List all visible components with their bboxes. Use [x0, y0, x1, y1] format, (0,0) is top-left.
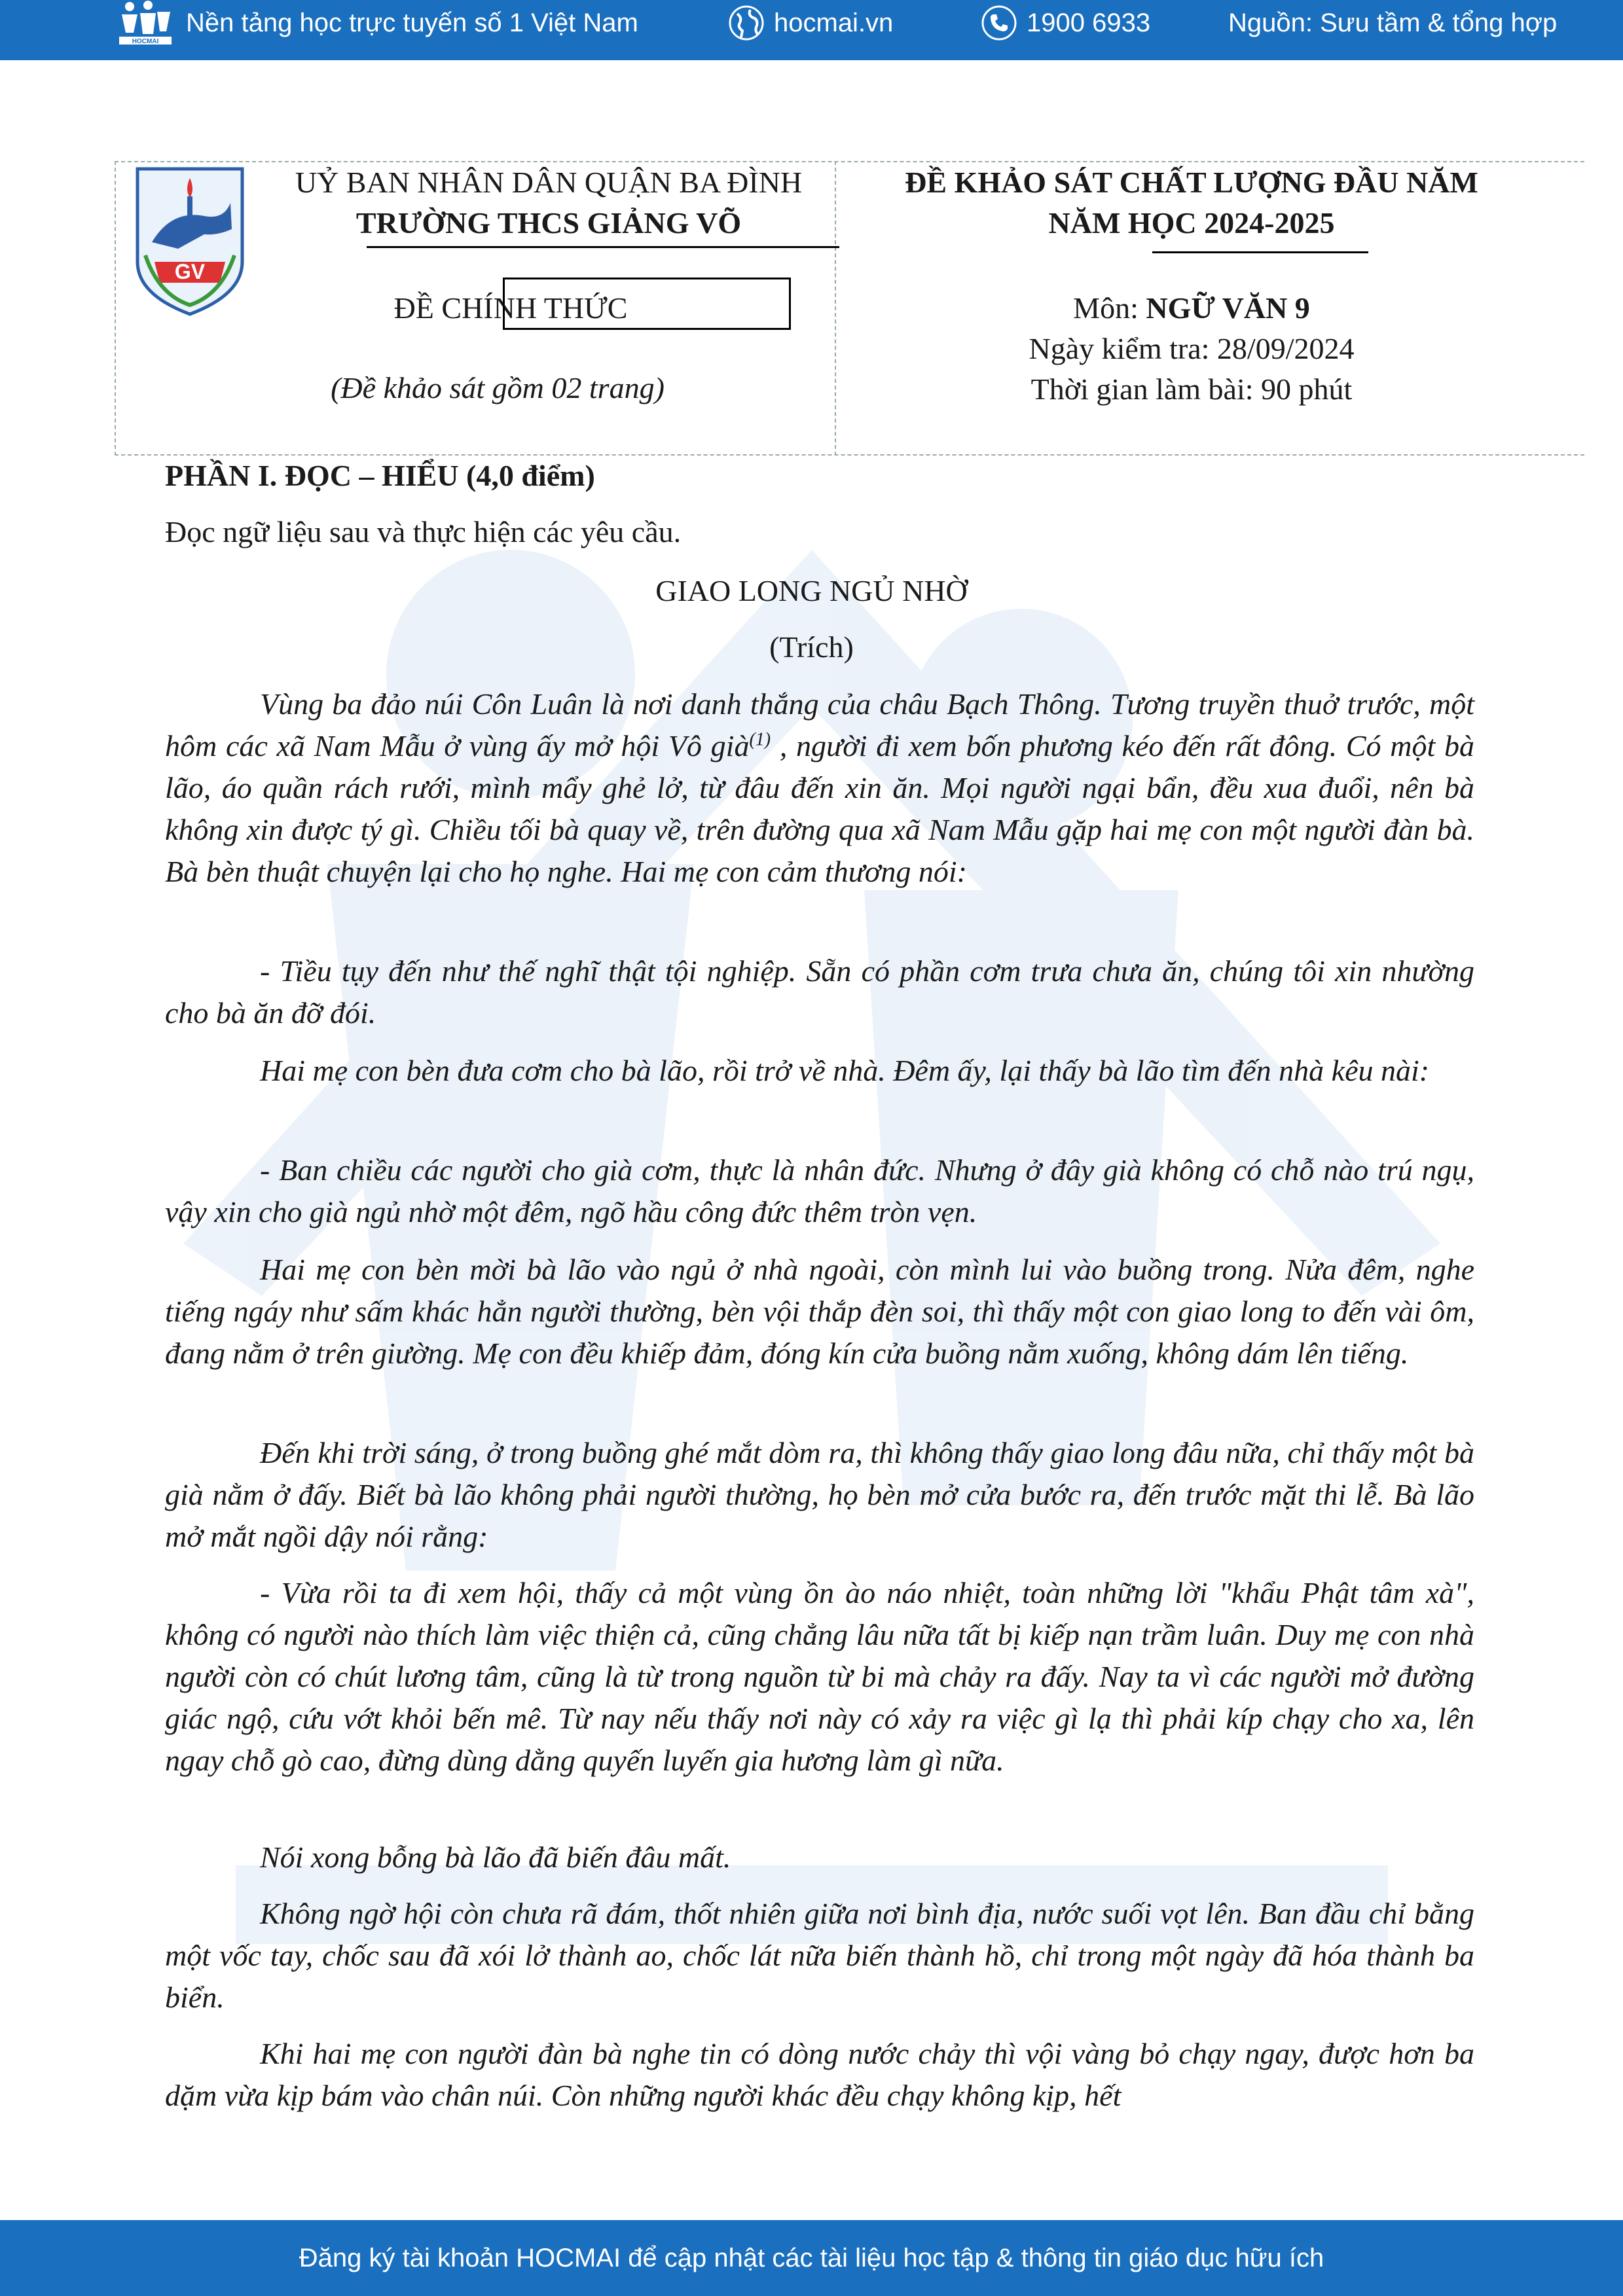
banner-brand[interactable] [117, 0, 638, 46]
school-name: TRƯỜNG THCS GIẢNG VÕ [356, 206, 742, 240]
exam-duration: Thời gian làm bài: 90 phút [1030, 372, 1353, 406]
passage-paragraph-3: Hai mẹ con bèn đưa cơm cho bà lão, rồi trở về nhà. Đêm ấy, lại thấy bà lão tìm đến nhà kêu nài: [260, 1054, 1430, 1087]
banner-source [1228, 0, 1557, 46]
year-underline [1152, 251, 1368, 253]
exam-date: Ngày kiểm tra: 28/09/2024 [1029, 332, 1355, 365]
hocmai-logo-icon [117, 0, 177, 46]
banner-slogan: Nền tảng học trực tuyến số 1 Việt Nam [186, 8, 638, 37]
section-heading: PHẦN I. ĐỌC – HIỂU (4,0 điểm) [165, 459, 595, 492]
top-banner [0, 0, 1623, 60]
footer-register-text[interactable]: Đăng ký tài khoản HOCMAI để cập nhật các tài liệu học tập & thông tin giáo dục hữu ích [299, 2243, 1324, 2272]
passage-paragraph-2: - Tiều tụy đến như thế nghĩ thật tội nghiệp. Sẵn có phần cơm trưa chưa ăn, chúng tôi xin nhường cho bà ăn đỡ đói. [165, 954, 1474, 1030]
section-instruction: Đọc ngữ liệu sau và thực hiện các yêu cầu. [165, 515, 682, 548]
passage-paragraph-10: Khi hai mẹ con người đàn bà nghe tin có dòng nước chảy thì vội vàng bỏ chạy ngay, được hơn ba dặm vừa kịp bám vào chân núi. Còn những người khác đều chạy không kịp, hết [165, 2037, 1474, 2112]
story-note: (Trích) [769, 630, 854, 664]
bottom-banner[interactable] [0, 2220, 1623, 2296]
passage-paragraph-1: Vùng ba đảo núi Côn Luân là nơi danh thắng của châu Bạch Thông. Tương truyền thuở trước, một hôm các xã Nam Mẫu ở vùng ấy mở hội Vô già$^{(1)}$ , người đi xem bốn phương kéo đến rất đông. Có một bà lão, áo quần rách rưới, mình mẩy ghẻ lở, từ đâu đến xin ăn. Mọi người ngại bẩn, đều xua đuổi, nên bà không xin được tý gì. Chiều tối bà quay về, trên đường qua xã Nam Mẫu gặp hai mẹ con một người đàn bà. Bà bèn thuật chuyện lại cho họ nghe. Hai mẹ con cảm thương nói: [165, 687, 1474, 888]
subject-label: Môn: [1073, 291, 1146, 325]
subject-name: NGỮ VĂN 9 [1146, 291, 1310, 325]
school-year: NĂM HỌC 2024-2025 [1048, 206, 1335, 240]
source-text: Nguồn: Sưu tầm & tổng hợp [1228, 8, 1558, 37]
banner-phone[interactable] [981, 0, 1150, 46]
banner-website[interactable] [728, 0, 893, 46]
official-stamp-box [503, 278, 791, 330]
story-title: GIAO LONG NGỦ NHỜ [655, 574, 968, 607]
passage-paragraph-5: Hai mẹ con bèn mời bà lão vào ngủ ở nhà ngoài, còn mình lui vào buồng trong. Nửa đêm, nghe tiếng ngáy như sấm khác hẳn người thường, bèn vội thắp đèn soi, thì thấy một con giao long to đến vài ôm, đang nằm ở trên giường. Mẹ con đều khiếp đảm, đóng kín cửa buồng nằm xuống, không dám lên tiếng. [165, 1253, 1474, 1370]
phone-number: 1900 6933 [1027, 8, 1151, 37]
website-link[interactable]: hocmai.vn [774, 8, 894, 37]
pages-note: (Đề khảo sát gồm 02 trang) [331, 371, 665, 404]
passage-paragraph-6: Đến khi trời sáng, ở trong buồng ghé mắt dòm ra, thì không thấy giao long đâu nữa, chỉ thấy một bà già nằm ở đấy. Biết bà lão không phải người thường, họ bèn mở cửa bước ra, đến trước mặt thi lễ. Bà lão mở mắt ngồi dậy nói rằng: [165, 1436, 1474, 1553]
school-underline [367, 246, 839, 248]
school-logo [132, 164, 247, 318]
official-label: ĐỀ CHÍNH THỨC [393, 291, 628, 325]
footnote-marker: (1) [749, 729, 771, 750]
school-logo-text: GV [174, 260, 206, 283]
passage-paragraph-8: Nói xong bỗng bà lão đã biến đâu mất. [260, 1840, 731, 1874]
banner-logo-text: HOCMAI [132, 38, 159, 45]
committee-name: UỶ BAN NHÂN DÂN QUẬN BA ĐÌNH [295, 166, 803, 199]
passage-paragraph-7: - Vừa rồi ta đi xem hội, thấy cả một vùng ồn ào náo nhiệt, toàn những lời "khẩu Phật tâm xà", không có người nào thích làm việc thiện cả, cũng chẳng lâu nữa tất bị kiếp nạn trầm luân. Duy mẹ con nhà người còn có chút lương tâm, cũng là từ trong nguồn từ bi mà chảy ra đấy. Nay ta vì các người mở đường giác ngộ, cứu vớt khỏi bến mê. Từ nay nếu thấy nơi này có xảy ra việc gì lạ thì phải kíp chạy cho xa, lên ngay chỗ gò cao, đừng dùng dằng quyến luyến gia hương làm gì nữa. [165, 1576, 1474, 1777]
subject-line [851, 291, 1532, 325]
passage-paragraph-4: - Ban chiều các người cho già cơm, thực là nhân đức. Nhưng ở đây già không có chỗ nào trú ngụ, vậy xin cho già ngủ nhờ một đêm, ngõ hầu công đức thêm tròn vẹn. [165, 1153, 1474, 1229]
passage-paragraph-9: Không ngờ hội còn chưa rã đám, thốt nhiên giữa nơi bình địa, nước suối vọt lên. Ban đầu chỉ bằng một vốc tay, chốc sau đã xói lở thành ao, chốc lát nữa biến thành hồ, chỉ trong một ngày đã hóa thành ba biển. [165, 1897, 1474, 2014]
phone-icon [981, 5, 1017, 41]
globe-icon [728, 5, 765, 41]
exam-title: ĐỀ KHẢO SÁT CHẤT LƯỢNG ĐẦU NĂM [905, 166, 1478, 199]
